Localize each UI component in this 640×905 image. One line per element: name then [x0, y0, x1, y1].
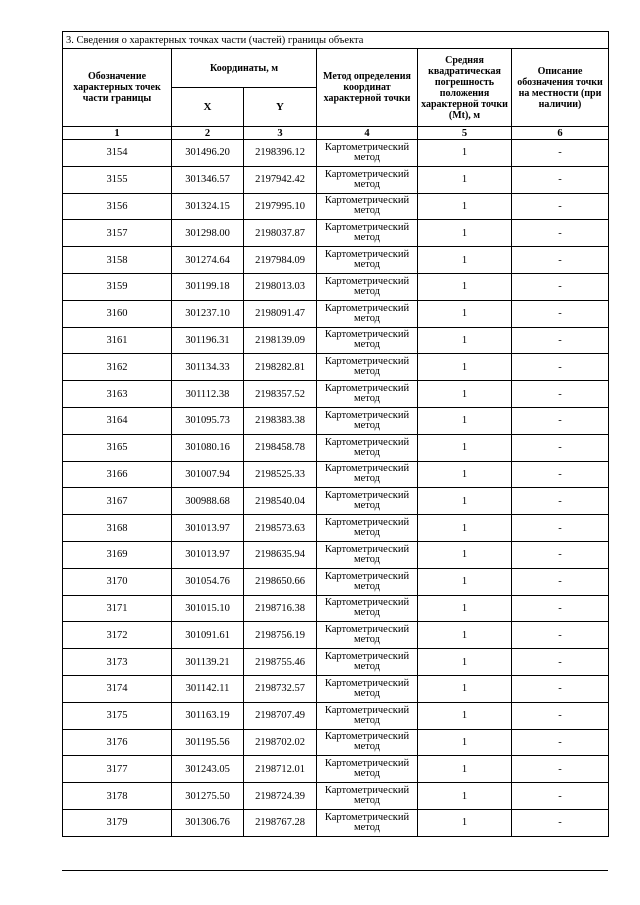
coord-y: 2198396.12 — [244, 140, 317, 167]
description-value: - — [512, 756, 609, 783]
coord-x: 301013.97 — [172, 541, 244, 568]
error-value: 1 — [418, 756, 512, 783]
description-value: - — [512, 407, 609, 434]
coord-y: 2198716.38 — [244, 595, 317, 622]
table-row — [63, 434, 609, 461]
error-value: 1 — [418, 729, 512, 756]
coord-x: 301243.05 — [172, 756, 244, 783]
table-row — [63, 729, 609, 756]
header-method: Метод определения координат характерной точки — [317, 49, 418, 127]
method-line2: метод — [353, 768, 381, 780]
error-value: 1 — [418, 354, 512, 381]
coord-x: 300988.68 — [172, 488, 244, 515]
description-value: - — [512, 488, 609, 515]
table-row — [63, 622, 609, 649]
point-id: 3165 — [63, 434, 172, 461]
point-id: 3171 — [63, 595, 172, 622]
error-value: 1 — [418, 622, 512, 649]
method-cell — [317, 595, 418, 622]
table-row — [63, 783, 609, 810]
coord-x: 301496.20 — [172, 140, 244, 167]
coord-x: 301112.38 — [172, 381, 244, 408]
description-value: - — [512, 515, 609, 542]
point-id: 3168 — [63, 515, 172, 542]
method-cell — [317, 140, 418, 167]
table-row — [63, 354, 609, 381]
point-id: 3167 — [63, 488, 172, 515]
error-value: 1 — [418, 783, 512, 810]
point-id: 3158 — [63, 247, 172, 274]
description-value: - — [512, 541, 609, 568]
table-row — [63, 515, 609, 542]
description-value: - — [512, 166, 609, 193]
method-line1: Картометрический — [324, 517, 410, 529]
method-line2: метод — [353, 419, 381, 431]
error-value: 1 — [418, 166, 512, 193]
method-line1: Картометрический — [324, 249, 410, 261]
error-value: 1 — [418, 595, 512, 622]
method-line1: Картометрический — [324, 651, 410, 663]
method-cell — [317, 756, 418, 783]
method-line1: Картометрический — [324, 677, 410, 689]
method-cell — [317, 675, 418, 702]
point-id: 3178 — [63, 783, 172, 810]
table-row — [63, 220, 609, 247]
table-row — [63, 407, 609, 434]
header-coordinates: Координаты, м — [172, 49, 317, 88]
method-line1: Картометрический — [324, 758, 410, 770]
method-line2: метод — [353, 634, 381, 646]
table-caption: 3. Сведения о характерных точках части (частей) границы объекта — [63, 32, 609, 49]
column-number: 6 — [512, 127, 609, 140]
header-y: Y — [244, 88, 317, 127]
point-id: 3155 — [63, 166, 172, 193]
description-value: - — [512, 300, 609, 327]
description-value: - — [512, 461, 609, 488]
description-value: - — [512, 273, 609, 300]
method-line2: метод — [353, 607, 381, 619]
table-row — [63, 702, 609, 729]
coord-y: 2197942.42 — [244, 166, 317, 193]
coord-x: 301080.16 — [172, 434, 244, 461]
method-cell — [317, 193, 418, 220]
description-value: - — [512, 193, 609, 220]
method-line1: Картометрический — [324, 785, 410, 797]
method-line1: Картометрический — [324, 731, 410, 743]
description-value: - — [512, 434, 609, 461]
description-value: - — [512, 649, 609, 676]
error-value: 1 — [418, 675, 512, 702]
coord-y: 2198357.52 — [244, 381, 317, 408]
error-value: 1 — [418, 300, 512, 327]
error-value: 1 — [418, 809, 512, 836]
method-cell — [317, 220, 418, 247]
method-line2: метод — [353, 178, 381, 190]
coord-y: 2198767.28 — [244, 809, 317, 836]
method-line2: метод — [353, 687, 381, 699]
method-line1: Картометрический — [324, 597, 410, 609]
method-line2: метод — [353, 393, 381, 405]
error-value: 1 — [418, 273, 512, 300]
method-line2: метод — [353, 580, 381, 592]
method-cell — [317, 541, 418, 568]
error-value: 1 — [418, 327, 512, 354]
method-cell — [317, 354, 418, 381]
description-value: - — [512, 595, 609, 622]
error-value: 1 — [418, 381, 512, 408]
coord-x: 301015.10 — [172, 595, 244, 622]
table-row — [63, 675, 609, 702]
method-cell — [317, 729, 418, 756]
point-id: 3157 — [63, 220, 172, 247]
error-value: 1 — [418, 461, 512, 488]
method-line2: метод — [353, 259, 381, 271]
method-line1: Картометрический — [324, 624, 410, 636]
description-value: - — [512, 809, 609, 836]
header-error: Средняя квадратическая погрешность положения характерной точки (Mt), м — [418, 49, 512, 127]
footer-divider — [62, 870, 608, 871]
point-id: 3162 — [63, 354, 172, 381]
method-line1: Картометрический — [324, 409, 410, 421]
method-line1: Картометрический — [324, 383, 410, 395]
coord-x: 301274.64 — [172, 247, 244, 274]
method-cell — [317, 273, 418, 300]
table-row — [63, 166, 609, 193]
table-row — [63, 461, 609, 488]
boundary-points-table — [62, 31, 609, 837]
coord-y: 2198635.94 — [244, 541, 317, 568]
method-line1: Картометрический — [324, 356, 410, 368]
error-value: 1 — [418, 434, 512, 461]
header-x: X — [172, 88, 244, 127]
method-line1: Картометрический — [324, 168, 410, 180]
table-row — [63, 327, 609, 354]
method-line1: Картометрический — [324, 302, 410, 314]
table-row — [63, 541, 609, 568]
method-line2: метод — [353, 285, 381, 297]
coord-x: 301324.15 — [172, 193, 244, 220]
coord-y: 2198724.39 — [244, 783, 317, 810]
table-row — [63, 595, 609, 622]
method-cell — [317, 783, 418, 810]
method-cell — [317, 568, 418, 595]
point-id: 3177 — [63, 756, 172, 783]
column-numbers-row — [63, 127, 609, 140]
error-value: 1 — [418, 140, 512, 167]
coord-x: 301054.76 — [172, 568, 244, 595]
description-value: - — [512, 140, 609, 167]
method-line1: Картометрический — [324, 275, 410, 287]
point-id: 3160 — [63, 300, 172, 327]
coord-x: 301142.11 — [172, 675, 244, 702]
error-value: 1 — [418, 407, 512, 434]
error-value: 1 — [418, 193, 512, 220]
method-line2: метод — [353, 205, 381, 217]
coord-x: 301163.19 — [172, 702, 244, 729]
description-value: - — [512, 622, 609, 649]
coord-y: 2198712.01 — [244, 756, 317, 783]
coord-y: 2198540.04 — [244, 488, 317, 515]
method-cell — [317, 407, 418, 434]
method-line2: метод — [353, 312, 381, 324]
method-cell — [317, 809, 418, 836]
coord-y: 2198650.66 — [244, 568, 317, 595]
method-line1: Картометрический — [324, 436, 410, 448]
error-value: 1 — [418, 488, 512, 515]
description-value: - — [512, 702, 609, 729]
coord-y: 2198573.63 — [244, 515, 317, 542]
method-line2: метод — [353, 553, 381, 565]
point-id: 3163 — [63, 381, 172, 408]
point-id: 3174 — [63, 675, 172, 702]
coord-x: 301195.56 — [172, 729, 244, 756]
coord-x: 301346.57 — [172, 166, 244, 193]
error-value: 1 — [418, 702, 512, 729]
method-line2: метод — [353, 821, 381, 833]
error-value: 1 — [418, 247, 512, 274]
error-value: 1 — [418, 515, 512, 542]
point-id: 3172 — [63, 622, 172, 649]
method-line1: Картометрический — [324, 570, 410, 582]
method-line1: Картометрический — [324, 141, 410, 153]
method-cell — [317, 702, 418, 729]
column-number: 5 — [418, 127, 512, 140]
method-line1: Картометрический — [324, 463, 410, 475]
table-row — [63, 488, 609, 515]
point-id: 3161 — [63, 327, 172, 354]
point-id: 3179 — [63, 809, 172, 836]
table-row — [63, 300, 609, 327]
point-id: 3173 — [63, 649, 172, 676]
description-value: - — [512, 381, 609, 408]
method-line2: метод — [353, 661, 381, 673]
table-row — [63, 140, 609, 167]
method-line2: метод — [353, 232, 381, 244]
method-cell — [317, 300, 418, 327]
point-id: 3175 — [63, 702, 172, 729]
error-value: 1 — [418, 541, 512, 568]
coord-y: 2197984.09 — [244, 247, 317, 274]
coord-y: 2198707.49 — [244, 702, 317, 729]
coord-y: 2198732.57 — [244, 675, 317, 702]
point-id: 3164 — [63, 407, 172, 434]
coord-y: 2198091.47 — [244, 300, 317, 327]
coord-y: 2198702.02 — [244, 729, 317, 756]
header-designation: Обозначение характерных точек части границы — [63, 49, 172, 127]
table-row — [63, 649, 609, 676]
header-description: Описание обозначения точки на местности (при наличии) — [512, 49, 609, 127]
method-cell — [317, 434, 418, 461]
method-cell — [317, 622, 418, 649]
coord-x: 301095.73 — [172, 407, 244, 434]
method-line2: метод — [353, 339, 381, 351]
method-cell — [317, 247, 418, 274]
coord-y: 2198037.87 — [244, 220, 317, 247]
table-row — [63, 273, 609, 300]
method-line2: метод — [353, 527, 381, 539]
coord-y: 2198139.09 — [244, 327, 317, 354]
coord-x: 301237.10 — [172, 300, 244, 327]
coord-x: 301091.61 — [172, 622, 244, 649]
method-cell — [317, 166, 418, 193]
column-number: 1 — [63, 127, 172, 140]
error-value: 1 — [418, 568, 512, 595]
method-line1: Картометрический — [324, 811, 410, 823]
coord-x: 301275.50 — [172, 783, 244, 810]
description-value: - — [512, 729, 609, 756]
method-line2: метод — [353, 151, 381, 163]
method-cell — [317, 515, 418, 542]
point-id: 3176 — [63, 729, 172, 756]
method-line2: метод — [353, 741, 381, 753]
coord-x: 301139.21 — [172, 649, 244, 676]
table-row — [63, 756, 609, 783]
coord-y: 2198013.03 — [244, 273, 317, 300]
coord-y: 2198383.38 — [244, 407, 317, 434]
coord-x: 301007.94 — [172, 461, 244, 488]
column-number: 2 — [172, 127, 244, 140]
coord-x: 301196.31 — [172, 327, 244, 354]
method-line2: метод — [353, 473, 381, 485]
coord-y: 2198756.19 — [244, 622, 317, 649]
table-row — [63, 568, 609, 595]
description-value: - — [512, 783, 609, 810]
error-value: 1 — [418, 220, 512, 247]
table-row — [63, 381, 609, 408]
method-cell — [317, 461, 418, 488]
method-line2: метод — [353, 366, 381, 378]
method-cell — [317, 649, 418, 676]
coord-y: 2198458.78 — [244, 434, 317, 461]
method-line1: Картометрический — [324, 222, 410, 234]
coord-x: 301199.18 — [172, 273, 244, 300]
method-line1: Картометрический — [324, 704, 410, 716]
method-cell — [317, 381, 418, 408]
table-body — [63, 140, 609, 837]
table-row — [63, 193, 609, 220]
method-cell — [317, 327, 418, 354]
method-line1: Картометрический — [324, 329, 410, 341]
coord-y: 2198282.81 — [244, 354, 317, 381]
table-row — [63, 247, 609, 274]
description-value: - — [512, 220, 609, 247]
point-id: 3159 — [63, 273, 172, 300]
point-id: 3169 — [63, 541, 172, 568]
method-line2: метод — [353, 714, 381, 726]
method-line2: метод — [353, 500, 381, 512]
coord-x: 301013.97 — [172, 515, 244, 542]
method-line2: метод — [353, 795, 381, 807]
coord-y: 2198755.46 — [244, 649, 317, 676]
error-value: 1 — [418, 649, 512, 676]
description-value: - — [512, 675, 609, 702]
column-number: 4 — [317, 127, 418, 140]
coord-y: 2198525.33 — [244, 461, 317, 488]
point-id: 3166 — [63, 461, 172, 488]
description-value: - — [512, 247, 609, 274]
coord-x: 301134.33 — [172, 354, 244, 381]
method-line2: метод — [353, 446, 381, 458]
point-id: 3154 — [63, 140, 172, 167]
description-value: - — [512, 568, 609, 595]
coord-x: 301298.00 — [172, 220, 244, 247]
point-id: 3156 — [63, 193, 172, 220]
method-line1: Картометрический — [324, 195, 410, 207]
coord-y: 2197995.10 — [244, 193, 317, 220]
description-value: - — [512, 354, 609, 381]
method-line1: Картометрический — [324, 543, 410, 555]
column-number: 3 — [244, 127, 317, 140]
description-value: - — [512, 327, 609, 354]
point-id: 3170 — [63, 568, 172, 595]
method-line1: Картометрический — [324, 490, 410, 502]
coord-x: 301306.76 — [172, 809, 244, 836]
method-cell — [317, 488, 418, 515]
table-row — [63, 809, 609, 836]
